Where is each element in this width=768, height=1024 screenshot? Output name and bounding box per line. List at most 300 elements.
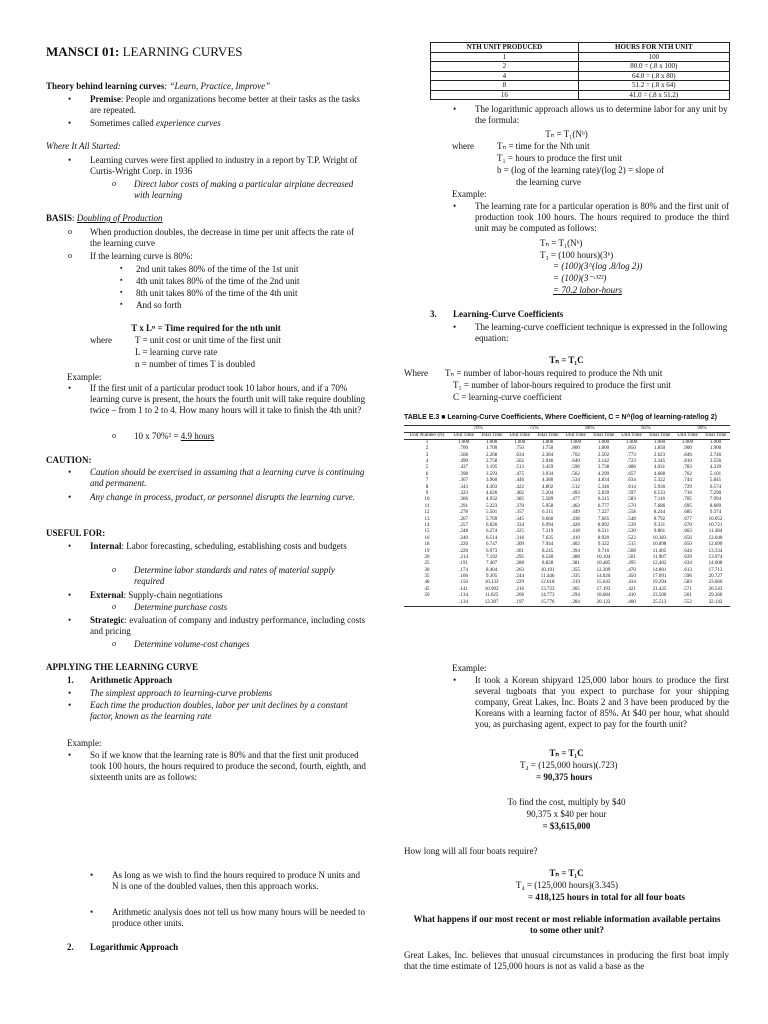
coef-table-cell: .325 <box>515 529 524 535</box>
coef-table-cell: .614 <box>627 484 636 490</box>
coef-table-cell: 7 <box>425 478 429 484</box>
basis-sq-3: ▪ 8th unit takes 80% of the time of the 4th unit <box>136 288 297 299</box>
calc-3: = (100)(3^(log .8/log 2)) <box>553 261 643 271</box>
coef-table-cell: 5.845 <box>709 478 722 484</box>
coef-table-cell: .301 <box>515 548 524 554</box>
coef-table-cell: 4.626 <box>485 490 498 496</box>
coef-table-cell: .850 <box>627 446 636 452</box>
coef-table-cell: 8.828 <box>541 561 554 567</box>
coef-table-cell: .744 <box>683 478 692 484</box>
coef-sub-header: Unit Time <box>562 432 589 439</box>
coef-table-cell: 2.268 <box>485 452 498 458</box>
ex2-calc-6: = $3,615,000 <box>542 821 591 831</box>
coef-sub-header: Total Time <box>645 432 674 439</box>
log-bullet: • The logarithmic approach allows us to determine labor for any unit by the formula: <box>475 104 729 126</box>
coef-table-cell: .421 <box>627 586 636 592</box>
coef-table-cell: 15 <box>424 529 430 535</box>
coef-table-cell: .437 <box>459 465 468 471</box>
coef-table-cell: .370 <box>515 503 524 509</box>
coef-where: Where <box>404 368 428 378</box>
coef-table-cell: 6.574 <box>709 484 722 490</box>
coef-table-cell: 5.936 <box>653 484 666 490</box>
coef-table-cell: .263 <box>515 567 524 573</box>
coef-table-cell: 12.618 <box>540 580 555 586</box>
nth-cell: 41.0 = (.8 x 51.2) <box>578 90 729 100</box>
coef-table-cell: .810 <box>683 459 692 465</box>
coef-table-cell: 3.142 <box>597 459 610 465</box>
coef-table-cell: 10.104 <box>596 554 611 560</box>
coef-table-cell: 1.000 <box>653 439 666 445</box>
coef-sub-header: Total Time <box>589 432 618 439</box>
coef-table-cell: 10.133 <box>484 580 499 586</box>
coef-table-cell: .501 <box>627 554 636 560</box>
coef-table-cell: .240 <box>459 535 468 541</box>
coef-rate-header: 90% <box>674 425 730 432</box>
coef-table-cell: .248 <box>459 529 468 535</box>
coef-table-cell: 1.800 <box>597 446 610 452</box>
coef-table-cell: 17.713 <box>708 567 723 573</box>
coef-table-cell: 11.446 <box>540 574 555 580</box>
coef-table-cell: .762 <box>683 471 692 477</box>
coef-table-cell: .700 <box>459 446 468 452</box>
coef-table-cell: 2.384 <box>541 452 554 458</box>
coef-table-cell: 25 <box>424 561 430 567</box>
coef-table-cell: .561 <box>683 593 692 599</box>
log-heading: Logarithmic Approach <box>90 942 179 952</box>
coef-table-cell: .446 <box>515 478 524 484</box>
coef-table-cell: .284 <box>571 599 580 605</box>
coef-table-cell: 2 <box>425 446 429 452</box>
coef-table-cell: 10.052 <box>708 516 723 522</box>
coef-table-cell: 4.299 <box>597 471 610 477</box>
coef-table-cell: .508 <box>627 548 636 554</box>
coef-table-cell: 1.000 <box>485 439 498 445</box>
coef-table-cell: 8.092 <box>597 522 610 528</box>
coef-table-cell: .410 <box>571 535 580 541</box>
coef-sub-header: Total Time <box>533 432 562 439</box>
coef-table-cell: 1.000 <box>597 439 610 445</box>
coef-sub-header: Unit Time <box>506 432 533 439</box>
coef-rate-header-row <box>404 425 730 432</box>
coef-table-cell: .216 <box>515 586 524 592</box>
basis-sq-2: ▪ 4th unit takes 80% of the time of the 2nd unit <box>136 276 299 287</box>
coef-table-cell: 10.721 <box>708 522 723 528</box>
coef-table-cell: 5.958 <box>541 503 554 509</box>
arith-num: 1. <box>67 675 74 685</box>
calc-5: = 70.2 labor-hours <box>553 285 623 295</box>
coef-table-cell: 15.776 <box>540 599 555 605</box>
coef-table-row <box>404 599 730 606</box>
coef-table-cell: .398 <box>459 471 468 477</box>
direct-labor-sub: o Direct labor costs of making a particular airplane decreased with learning <box>134 179 364 201</box>
coef-table-cell: 8.920 <box>597 535 610 541</box>
coef-table-cell: 3.195 <box>485 465 498 471</box>
coef-table-cell: .729 <box>683 484 692 490</box>
sometimes-bullet: • Sometimes called experience curves <box>90 118 366 129</box>
coef-table-cell: .634 <box>627 478 636 484</box>
coef-table-cell: 9.716 <box>597 548 610 554</box>
ex2-calc-3: = 90,375 hours <box>536 772 593 782</box>
coef-table-cell: 12.307 <box>484 599 499 605</box>
coef-table-cell: .294 <box>571 593 580 599</box>
ex2-label: Example: <box>452 663 487 673</box>
coef-table-cell: 2.623 <box>653 452 666 458</box>
coef-table-cell: 13.334 <box>708 548 723 554</box>
coef-table-cell: 1.000 <box>709 439 722 445</box>
coef-table-cell: 1.700 <box>485 446 498 452</box>
calc-4: = (100)(3⁻·³²²) <box>553 273 607 283</box>
ex2-calc-5: 90,375 x $40 per hour <box>526 809 607 819</box>
basis-item-1: o When production doubles, the decrease in time per unit affects the rate of the learning curve <box>90 227 366 249</box>
coef-table-cell: 11 <box>424 503 430 509</box>
coef-table-row <box>404 439 730 446</box>
coef-table-cell: .750 <box>515 446 524 452</box>
coef-table-cell: .686 <box>627 465 636 471</box>
def-t1: T₁ = hours to produce the first unit <box>497 153 622 163</box>
coef-table-cell: .160 <box>459 574 468 580</box>
coef-table-cell: .422 <box>515 484 524 490</box>
coef-table-cell: 2.946 <box>541 459 554 465</box>
coef-table-cell: 6.660 <box>541 516 554 522</box>
coef-table-cell: 1.000 <box>681 439 694 445</box>
coef-table-cell: .539 <box>627 522 636 528</box>
coef-table-cell: .450 <box>627 574 636 580</box>
coef-table-cell: .723 <box>627 459 636 465</box>
coef-table-cell: 9.331 <box>653 522 666 528</box>
coef-def-1: Tₙ = number of labor-hours required to produce the Nth unit <box>445 368 663 378</box>
coef-def-3: C = learning-curve coefficient <box>453 392 562 402</box>
coef-table-cell: .434 <box>627 580 636 586</box>
coef-table-cell: 6.514 <box>485 535 498 541</box>
coef-table-cell: 6.274 <box>485 529 498 535</box>
internal-sub: o Determine labor standards and rates of material supply required <box>134 565 364 587</box>
coef-table-cell: 23.500 <box>652 593 667 599</box>
first-applied-bullet: • Learning curves were first applied to industry in a report by T.P. Wright of Curtis-Wright Corp. in 1936 <box>90 155 366 177</box>
coef-table-cell: 3 <box>425 452 429 458</box>
coef-table-cell: 6.747 <box>485 542 498 548</box>
coef-table-cell: 1.850 <box>653 446 666 452</box>
coef-table-cell: 50 <box>424 593 430 599</box>
coef-table-body <box>404 439 730 606</box>
coef-table-cell: 11.907 <box>652 554 667 560</box>
coef-table-cell: .295 <box>515 554 524 560</box>
coef-table-cell: 4.834 <box>597 478 610 484</box>
coef-table-cell: 11.625 <box>484 593 499 599</box>
coef-table-cell: .309 <box>515 542 524 548</box>
coef-table-cell: 16 <box>424 535 430 541</box>
coef-table-cell: 13 <box>424 516 430 522</box>
coef-table-cell: 7.192 <box>485 554 498 560</box>
coef-table-cell: 5.223 <box>485 503 498 509</box>
coef-table-cell: 9.861 <box>653 529 666 535</box>
coef-table-cell: .495 <box>627 561 636 567</box>
coef-table-cell: 17.193 <box>596 586 611 592</box>
coef-table-cell: 3.345 <box>653 459 666 465</box>
coef-table-cell: .197 <box>515 599 524 605</box>
coef-table-cell: .650 <box>683 542 692 548</box>
coef-table-cell: 5.589 <box>541 497 554 503</box>
coef-table-cell: .477 <box>571 497 580 503</box>
log-where: where <box>452 141 474 151</box>
coef-table-cell: 18 <box>424 542 430 548</box>
def-tn: Tₙ = time for the Nth unit <box>497 141 590 151</box>
basis-item-2: o If the learning curve is 80%: <box>90 251 366 262</box>
coef-table-cell: .305 <box>571 586 580 592</box>
coefficient-table-figure <box>404 414 730 654</box>
arith-bullet-1: • The simplest approach to learning-curve problems <box>90 688 366 699</box>
coef-table-cell: 25.513 <box>652 599 667 605</box>
coef-table-cell: .141 <box>459 586 468 592</box>
coef-table-cell: .490 <box>459 459 468 465</box>
coef-table-cell: 5.204 <box>541 490 554 496</box>
coef-table-cell: .513 <box>515 465 524 471</box>
coef-table-cell: .558 <box>627 510 636 516</box>
coef-table-cell: 4 <box>425 459 429 465</box>
coef-table-cell: 3.960 <box>485 478 498 484</box>
coef-table-cell: .597 <box>627 490 636 496</box>
coef-table-cell: 6.973 <box>485 548 498 554</box>
coef-table-cell: 5.769 <box>485 516 498 522</box>
coef-table-cell <box>404 599 450 606</box>
example-answer: o 10 x 70%² = 4.9 hours <box>134 431 214 442</box>
coef-table-cell: .150 <box>459 580 468 586</box>
coef-table-cell: .685 <box>683 510 692 516</box>
coef-table-cell: 1 <box>425 439 429 445</box>
coef-table-cell: 10 <box>424 497 430 503</box>
nth-cell: 51.2 = (.8 x 64) <box>578 81 729 91</box>
arith-bullet-2: • Each time the production doubles, labor per unit declines by a constant factor, known as the learning rate <box>90 700 366 722</box>
all-calc-2: T₄ = (125,000 hours)(3.345) <box>516 880 618 890</box>
log-example-bullet: • The learning rate for a particular operation is 80% and the first unit of production took 100 hours. The hours required to produce the third unit may be computed as follows: <box>475 201 729 234</box>
nth-cell: 80.0 = (.8 x 100) <box>578 62 729 72</box>
coef-table-cell: .385 <box>515 497 524 503</box>
log-formula: Tₙ = T₁(Nᵇ) <box>545 129 588 139</box>
coef-table-cell: .345 <box>515 516 524 522</box>
def-n: n = number of times T is doubled <box>135 359 255 369</box>
strategic-sub: o Determine volume-cost changes <box>134 639 364 650</box>
coef-table-cell: 2.758 <box>485 459 498 465</box>
coef-table-cell: 8.404 <box>485 567 498 573</box>
nth-cell: 4 <box>431 71 579 81</box>
coef-table-cell: 21.425 <box>652 586 667 592</box>
coef-table-cell: 8.245 <box>541 548 554 554</box>
coef-table-cell: .462 <box>571 503 580 509</box>
coef-table-cell: .226 <box>459 542 468 548</box>
coef-table-cell: .534 <box>571 478 580 484</box>
coef-table-cell: .716 <box>683 490 692 496</box>
coef-table-cell: 26.543 <box>708 586 723 592</box>
coef-sub-header: Unit Time <box>618 432 645 439</box>
coef-table-cell: .323 <box>459 490 468 496</box>
where-label: where <box>90 335 112 345</box>
coef-table-cell: 7.994 <box>709 497 722 503</box>
coef-table-cell: 9.374 <box>709 510 722 516</box>
coef-table-cell: .663 <box>683 529 692 535</box>
arith-note-1: • As long as we wish to find the hours required to produce N units and N is one of the doubled values, then this approach works. <box>112 870 366 892</box>
coef-table-cell: .657 <box>627 471 636 477</box>
coef-table-cell: 14 <box>424 522 430 528</box>
def-b-2: the learning curve <box>516 177 581 187</box>
coef-table-cell: .656 <box>683 535 692 541</box>
nth-header-1: HOURS FOR NTH UNIT <box>578 43 729 53</box>
coef-table-cell: .174 <box>459 567 468 573</box>
coef-table-cell: .388 <box>571 554 580 560</box>
coef-num: 3. <box>430 309 437 319</box>
applying-heading: APPLYING THE LEARNING CURVE <box>46 662 198 672</box>
coef-rate-header: 70% <box>450 425 506 432</box>
external-sub: o Determine purchase costs <box>134 602 364 613</box>
coef-table-cell: .257 <box>459 522 468 528</box>
coef-table-cell: 20 <box>424 554 430 560</box>
coef-table-cell: 5 <box>425 465 429 471</box>
coef-table-cell: 4.932 <box>485 497 498 503</box>
coef-table-cell: 5.501 <box>485 510 498 516</box>
coef-table-cell: .613 <box>683 567 692 573</box>
coef-sub-header: Unit Time <box>450 432 477 439</box>
ex2-bullet: • It took a Korean shipyard 125,000 labor hours to produce the first several tugboats that you expect to purchase for your shipping company, Great Lakes, Inc. Boats 2 and 3 have been produced by the Koreans with a learning factor of 85%. At $40 per hour, what should you, as purchasing agent, expect to pay for the fourth unit? <box>475 675 729 730</box>
coef-table-cell: 6.533 <box>653 490 666 496</box>
coef-table-cell: .677 <box>683 516 692 522</box>
ex2-calc-4: To find the cost, multiply by $40 <box>507 797 626 807</box>
coef-table-caption: TABLE E.3 ■ Learning-Curve Coefficients, Where Coefficient, C = N^(log of learning-rate/log 2) <box>404 414 717 421</box>
coef-table-cell: 18.684 <box>596 593 611 599</box>
coef-table-cell: 15.643 <box>596 580 611 586</box>
coef-table-cell: .634 <box>683 561 692 567</box>
coef-table-cell: .335 <box>571 574 580 580</box>
coef-table-cell: 3.556 <box>709 459 722 465</box>
calc-1: Tₙ = T₁(Nᵇ) <box>540 238 583 248</box>
coef-sub-header-row <box>404 432 730 439</box>
coef-table-cell: .449 <box>571 510 580 516</box>
coef-table-cell: .355 <box>571 567 580 573</box>
coef-table-cell: .583 <box>627 497 636 503</box>
coef-table-cell: .134 <box>459 593 468 599</box>
all-calc-3: = 418,125 hours in total for all four boats <box>528 892 686 902</box>
coef-table-cell: 13.974 <box>708 554 723 560</box>
coef-table-cell: .515 <box>627 542 636 548</box>
coef-heading: Learning-Curve Coefficients <box>453 309 564 319</box>
final-paragraph: Great Lakes, Inc. believes that unusual circumstances in producing the first boat imply that the time estimate of 125,000 hours is not as valid a base as the <box>404 950 729 971</box>
coef-table-cell: .702 <box>571 452 580 458</box>
coef-table-cell: .319 <box>571 580 580 586</box>
coef-sub-header: Unit Time <box>674 432 701 439</box>
coef-table-cell: 5.101 <box>709 471 722 477</box>
coef-table-cell: .229 <box>515 580 524 586</box>
coef-table-cell: 3.738 <box>597 465 610 471</box>
coef-table-cell: .644 <box>683 548 692 554</box>
coef-table-cell: 4.802 <box>541 484 554 490</box>
coef-table-cell: .288 <box>515 561 524 567</box>
coef-table-cell: .670 <box>683 522 692 528</box>
coef-table-cell: .640 <box>571 459 580 465</box>
coef-table-cell: 45 <box>424 586 430 592</box>
coef-table-cell: .316 <box>515 535 524 541</box>
coef-table-cell: 7.944 <box>541 542 554 548</box>
coef-table-cell: .634 <box>515 452 524 458</box>
nth-unit-table <box>430 42 730 100</box>
coef-table-cell: 40 <box>424 580 430 586</box>
coef-table-cell: .400 <box>627 599 636 605</box>
coef-table-cell: .493 <box>571 490 580 496</box>
coef-table-cell: 10.191 <box>540 567 555 573</box>
coef-table-cell: .402 <box>515 490 524 496</box>
coef-sub-header: Total Time <box>477 432 506 439</box>
coef-table-cell: 20.727 <box>708 574 723 580</box>
coef-table-cell: .773 <box>627 452 636 458</box>
coef-table-cell: .402 <box>571 542 580 548</box>
q-recent: What happens if our most recent or most reliable information available pertains to some other unit? <box>413 914 721 935</box>
nth-header-0: NTH UNIT PRODUCED <box>431 43 579 53</box>
coef-table-cell: 7.319 <box>541 529 554 535</box>
coef-table-cell: 9 <box>425 490 429 496</box>
coef-table-cell: .596 <box>571 465 580 471</box>
coef-table-cell: 1.000 <box>541 439 554 445</box>
coef-table-cell: 1.000 <box>513 439 526 445</box>
coef-table-cell: 6.315 <box>541 510 554 516</box>
coef-table-cell: 14.608 <box>708 561 723 567</box>
q-all-boats: How long will all four boats require? <box>404 846 538 856</box>
coef-table-cell: .475 <box>515 471 524 477</box>
coef-table-cell: 1.750 <box>541 446 554 452</box>
coef-table-cell: 8.792 <box>653 516 666 522</box>
coef-table-cell: 14.773 <box>540 593 555 599</box>
coef-table-cell: .512 <box>571 484 580 490</box>
coef-table-cell: .220 <box>459 548 468 554</box>
def-t: T = unit cost or unit time of the first unit <box>135 335 281 345</box>
coef-table-cell: 8.511 <box>598 529 610 535</box>
coef-table-cell: 10.485 <box>596 561 611 567</box>
page-title: MANSCI 01: LEARNING CURVES <box>46 44 243 59</box>
coef-table-cell: .428 <box>571 522 580 528</box>
coef-table-cell: 4.380 <box>541 478 554 484</box>
coef-table-cell: .381 <box>571 561 580 567</box>
coef-table-cell: .783 <box>683 465 692 471</box>
coef-table-cell: 19 <box>424 548 430 554</box>
nth-cell: 1 <box>431 52 579 62</box>
coef-table-cell: .244 <box>515 574 524 580</box>
coef-table-cell: .846 <box>683 452 692 458</box>
coef-table-cell: .570 <box>627 503 636 509</box>
nth-cell: 100 <box>578 52 729 62</box>
coef-table-cell: 6.315 <box>597 497 610 503</box>
coef-table-cell: .552 <box>683 599 692 605</box>
coef-table-cell: .695 <box>683 503 692 509</box>
coef-table-cell: .367 <box>459 478 468 484</box>
coef-table-cell: 29.366 <box>708 593 723 599</box>
coef-table-cell: 30 <box>424 567 430 573</box>
coef-sub-header: Total Time <box>701 432 730 439</box>
nth-cell: 64.0 = (.8 x 80) <box>578 71 729 81</box>
coef-table-cell: 8.689 <box>709 503 722 509</box>
coef-table-cell: 35 <box>424 574 430 580</box>
coef-table-cell: 11.405 <box>652 548 667 554</box>
coef-table-cell: .583 <box>683 580 692 586</box>
useful-heading: USEFUL FOR: <box>46 528 106 538</box>
coef-rate-header: 80% <box>562 425 618 432</box>
coef-table-cell: 13.723 <box>540 586 555 592</box>
coef-table-cell: .705 <box>683 497 692 503</box>
example-label: Example: <box>67 372 102 382</box>
coef-table-cell: 19.294 <box>652 580 667 586</box>
coef-table-cell: 5.322 <box>653 478 666 484</box>
coef-table-cell: .596 <box>683 574 692 580</box>
coef-table-cell: 12 <box>424 510 430 516</box>
coef-table-cell: 7.116 <box>653 497 666 503</box>
coef-table-cell: .438 <box>571 516 580 522</box>
arith-heading: Arithmetic Approach <box>90 675 173 685</box>
def-l: L = learning curve rate <box>135 347 218 357</box>
coef-table-cell: 2.502 <box>597 452 610 458</box>
